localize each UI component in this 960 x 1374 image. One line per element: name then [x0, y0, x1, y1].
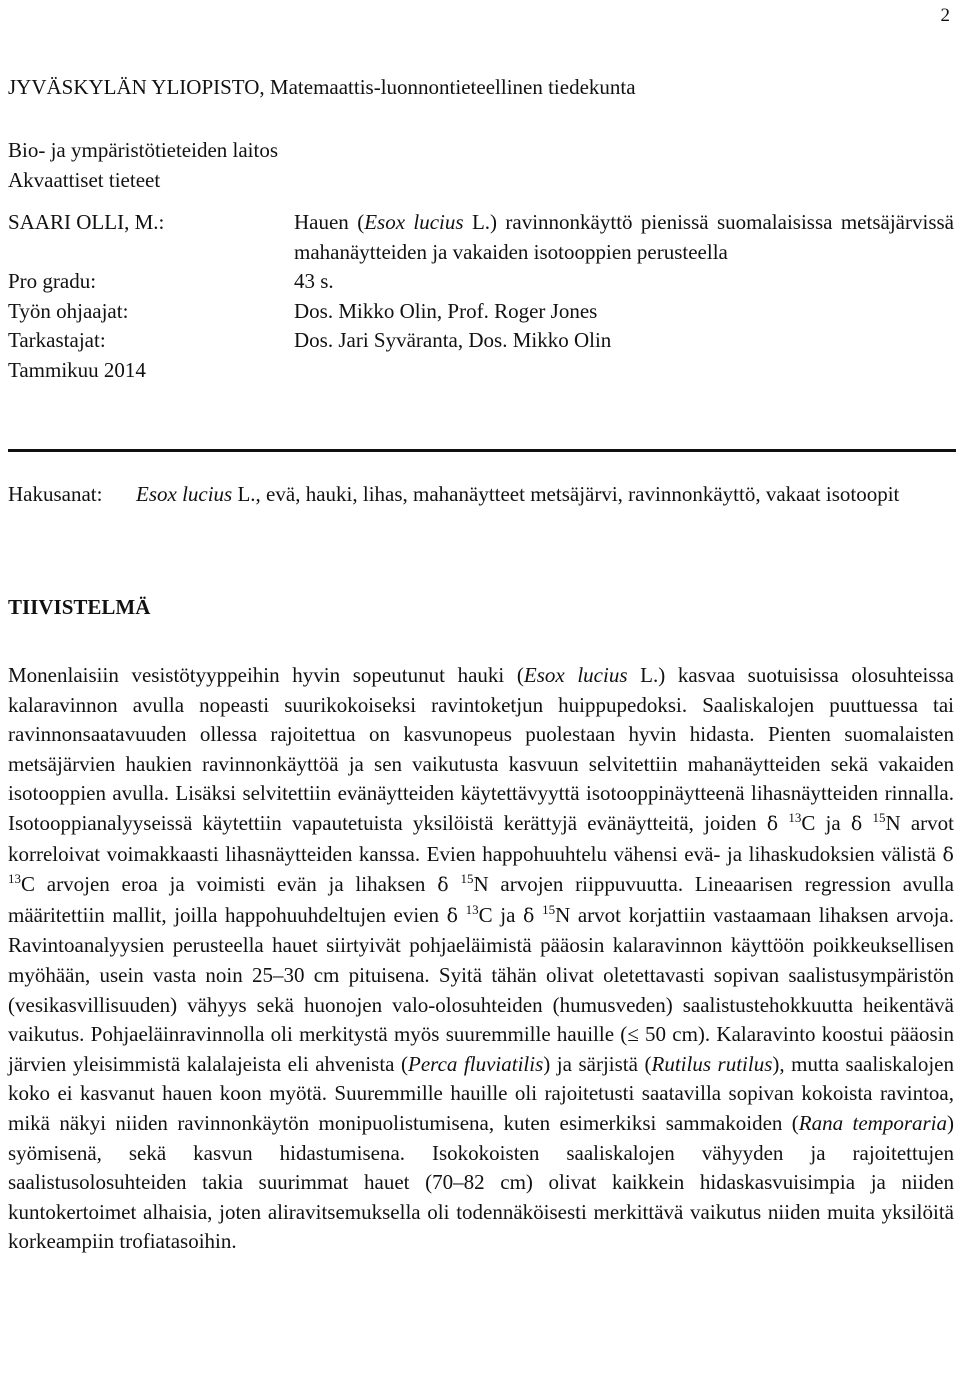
abstract-heading: TIIVISTELMÄ: [8, 595, 151, 619]
author-label: SAARI OLLI, M.:: [8, 210, 165, 234]
author-row: [8, 208, 954, 267]
isotope-mass: 15: [542, 901, 556, 917]
isotope-mass: 13: [465, 901, 479, 917]
less-equal-symbol: ≤: [627, 1022, 639, 1047]
date-row: [8, 356, 954, 386]
isotope-element: N: [473, 872, 489, 897]
isotope-mass: 13: [8, 871, 21, 887]
abstract-text: Monenlaisiin vesistötyyppeihin hyvin sopeutunut hauki (: [8, 663, 524, 687]
thesis-title-species: Esox lucius: [364, 210, 464, 234]
supervisors-value: Dos. Mikko Olin, Prof. Roger Jones: [294, 298, 598, 323]
isotope-mass: 13: [788, 809, 802, 825]
thesis-type-row: [8, 267, 954, 297]
abstract-text: arvojen eroa ja voimisti evän ja lihaksen: [35, 872, 438, 897]
supervisors-label: Työn ohjaajat:: [8, 298, 129, 323]
abstract-text: L.) kasvaa suotuisissa olosuhteissa kalaravinnon avulla nopeasti suurikokoiseksi ravintoketjun huippupedoksi. Saaliskalojen puuttuessa tai ravinnonsaatavuuden ollessa rajoitettua on kasvunopeus puolestaan hyvin hidasta. Pienten suomalaisten metsäjärvien haukien ravinnonkäyttöä ja sen vaikutusta kasvuun selvitettiin mahanäytteiden sekä vakaiden isotooppien avulla. Lisäksi selvitettiin evänäytteiden käytettävyyttä isotooppinäytteenä lihasnäytteiden rinnalla. Isotooppianalyyseissä käytettiin vapautetuista yksilöistä kerättyjä evänäytteitä, joiden: [8, 663, 954, 835]
isotope-element: N: [885, 810, 901, 835]
department-name: Bio- ja ympäristötieteiden laitos: [8, 138, 279, 162]
thesis-date: Tammikuu 2014: [8, 357, 146, 382]
isotope-mass: 15: [872, 809, 886, 825]
abstract-text: ja: [815, 810, 851, 835]
keywords-species: Esox lucius: [136, 482, 233, 506]
abstract-text: ) syömisenä, sekä kasvun hidastumisena. Isokokoisten saaliskalojen vähyyden ja rajoitettujen saalistusolosuhteiden takia suurimmat hauet (70–82 cm) olivat kaikkein hidaskasvuisimpia ja niiden kuntokertoimet alhaisia, joten aliravitsemuksella oli todennäköisesti merkittävä vaikutus niiden muita yksilöitä korkeampiin trofiatasoihin.: [8, 1110, 955, 1254]
page-number: 2: [940, 5, 950, 26]
thesis-title-part2: L.) ravinnonkäyttö pienissä suomalaisissa metsäjärvissä mahanäytteiden ja vakaiden isotooppien perusteella: [294, 210, 954, 264]
isotope-mass: 15: [460, 871, 474, 887]
department-subject: Akvaattiset tieteet: [8, 167, 161, 192]
abstract-text: arvot korjattiin vastaamaan lihaksen arvoja. Ravintoanalyysien perusteella hauet siirtyivät pohjaeläimistä pääosin kalaravinnon käyttöön poikkeuksellisen myöhään, usein vasta noin 25–30 cm pituisena. Syitä tähän olivat oletettavasti sopivan saalistusympäristön (vesikasvillisuuden) vähyys sekä huonojen valo-olosuhteiden (humusveden) saalistustehokkuutta heikentävä vaikutus. Pohjaeläinravinnolla oli merkitystä myös suuremmille hauille (: [8, 902, 954, 1047]
abstract-text: arvot korreloivat voimakkaasti lihasnäytteiden kanssa. Evien happohuuhtelu vähensi evä- ja lihaskudoksien välistä: [8, 810, 955, 866]
thesis-title-part1: Hauen (: [294, 210, 365, 234]
examiners-label: Tarkastajat:: [8, 328, 106, 353]
department-block: [8, 136, 278, 195]
abstract-text: ), mutta saaliskalojen koko ei kasvanut hauen koon myötä. Suuremmille hauille oli rajoitetusti saatavilla sopivan kokoista ravintoa, mikä näkyi niiden ravinnonkäytön monipuolistumisena, kuten esimerkiksi sammakoiden (: [8, 1051, 954, 1135]
abstract-text: ) ja särjistä (: [543, 1051, 652, 1076]
examiners-row: [8, 326, 954, 356]
horizontal-divider: [8, 449, 956, 452]
species-name: Esox lucius: [523, 663, 628, 687]
examiners-value: Dos. Jari Syväranta, Dos. Mikko Olin: [294, 328, 612, 353]
thesis-metadata: [8, 208, 954, 386]
abstract-text: 50 cm). Kalaravinto koostui pääosin järvien yleisimmistä kalalajeista eli ahvenista (: [8, 1022, 954, 1076]
isotope-element: C: [21, 872, 36, 897]
thesis-type-label: Pro gradu:: [8, 269, 97, 294]
page-count: 43 s.: [294, 269, 334, 294]
isotope-element: C: [478, 902, 493, 927]
isotope-element: N: [555, 902, 571, 927]
keywords-list: [136, 480, 954, 510]
delta-symbol: δ: [766, 812, 779, 835]
abstract-text: arvojen riippuvuutta. Lineaarisen regression avulla määritettiin mallit, joilla happohuuhdeltujen evien: [8, 872, 954, 927]
abstract-text: ja: [492, 902, 524, 927]
delta-symbol: δ: [437, 874, 449, 897]
delta-symbol: δ: [523, 904, 535, 927]
species-name: Rutilus rutilus: [651, 1051, 773, 1076]
species-name: Perca fluviatilis: [408, 1051, 544, 1076]
supervisors-row: [8, 297, 954, 327]
university-faculty: JYVÄSKYLÄN YLIOPISTO, Matemaattis-luonnontieteellinen tiedekunta: [8, 75, 636, 99]
isotope-element: C: [801, 810, 816, 835]
delta-symbol: δ: [850, 812, 863, 835]
abstract-body: [8, 661, 954, 1257]
species-name: Rana temporaria: [798, 1110, 948, 1135]
keywords: [8, 480, 954, 510]
delta-symbol: δ: [446, 904, 459, 927]
keywords-text: L., evä, hauki, lihas, mahanäytteet metsäjärvi, ravinnonkäyttö, vakaat isotoopit: [232, 482, 900, 506]
delta-symbol: δ: [942, 843, 954, 866]
thesis-title: [294, 208, 954, 267]
keywords-label: Hakusanat:: [8, 482, 103, 506]
